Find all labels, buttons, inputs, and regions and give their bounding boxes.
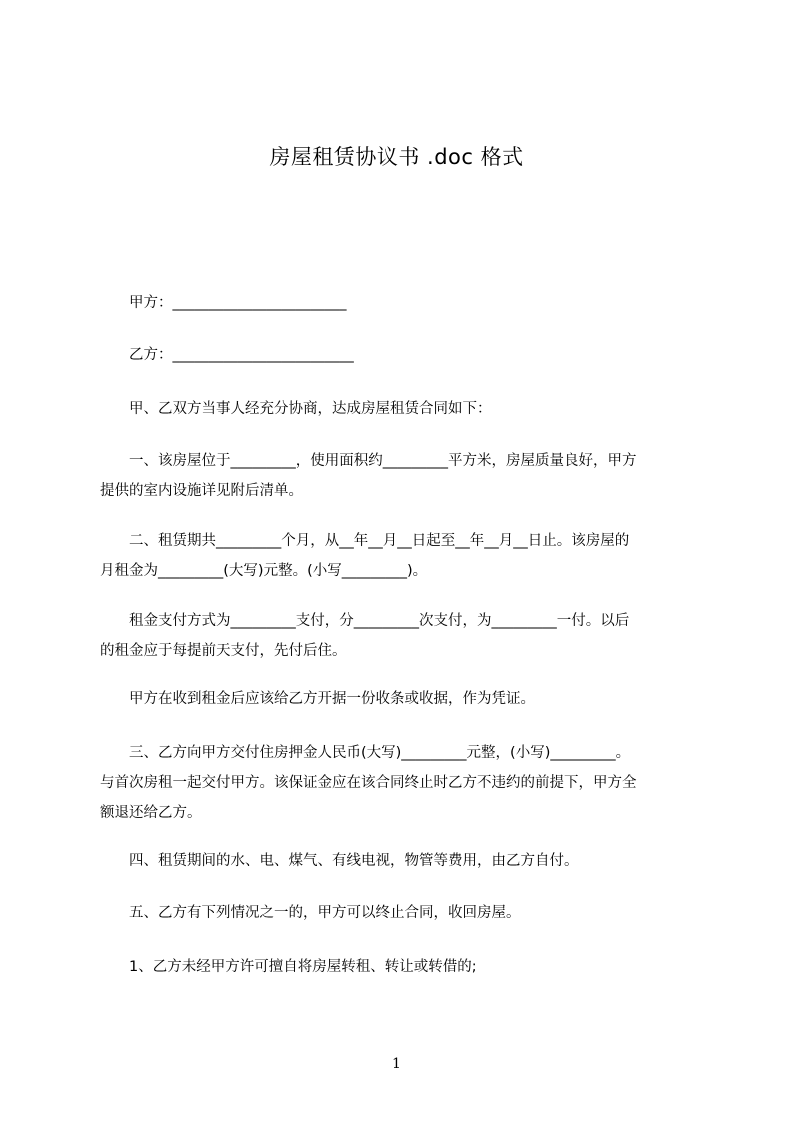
intro-paragraph (100, 394, 704, 424)
clause-2-line-1: 二、租赁期共_________个月，从__年__月__日起至__年__月__日止。该房屋的 (100, 533, 630, 549)
clause-2-line-2: 月租金为_________(大写)元整。(小写_________)。 (100, 563, 428, 579)
item-1-text: 1、乙方未经甲方许可擅自将房屋转租、转让或转借的; (100, 959, 477, 975)
clause-1-paragraph (100, 446, 704, 506)
clause-3-line-2: 与首次房租一起交付甲方。该保证金应在该合同终止时乙方不违约的前提下，甲方全 (100, 775, 637, 791)
party-b-line (100, 340, 704, 370)
clause-4-text: 四、租赁期间的水、电、煤气、有线电视，物管等费用，由乙方自付。 (100, 853, 579, 869)
payment-paragraph (100, 606, 704, 666)
item-1-paragraph (100, 952, 704, 982)
payment-line-1: 租金支付方式为_________支付，分_________次支付，为_________一付。以后 (100, 613, 630, 629)
clause-1-line-2: 提供的室内设施详见附后清单。 (100, 483, 303, 499)
clause-4-paragraph (100, 846, 704, 876)
payment-line-2: 的租金应于每提前天支付，先付后住。 (100, 643, 347, 659)
intro-text: 甲、乙双方当事人经充分协商，达成房屋租赁合同如下： (100, 401, 492, 417)
document-title: 房屋租赁协议书 .doc 格式 (269, 145, 524, 169)
clause-1-line-1: 一、该房屋位于_________，使用面积约_________平方米，房屋质量良好，甲方 (100, 453, 637, 469)
party-a-line (100, 288, 704, 318)
party-a-text: 甲方：________________________ (100, 295, 347, 311)
clause-2-paragraph (100, 526, 704, 586)
receipt-paragraph (100, 684, 704, 714)
clause-3-line-3: 额退还给乙方。 (100, 805, 202, 821)
page-number: 1 (392, 1056, 401, 1072)
clause-5-paragraph (100, 898, 704, 928)
clause-3-paragraph (100, 738, 704, 828)
clause-3-line-1: 三、乙方向甲方交付住房押金人民币(大写)_________元整，(小写)_________。 (100, 745, 631, 761)
party-b-text: 乙方：_________________________ (100, 347, 354, 363)
receipt-text: 甲方在收到租金后应该给乙方开据一份收条或收据，作为凭证。 (100, 691, 535, 707)
clause-5-text: 五、乙方有下列情况之一的，甲方可以终止合同，收回房屋。 (100, 905, 521, 921)
